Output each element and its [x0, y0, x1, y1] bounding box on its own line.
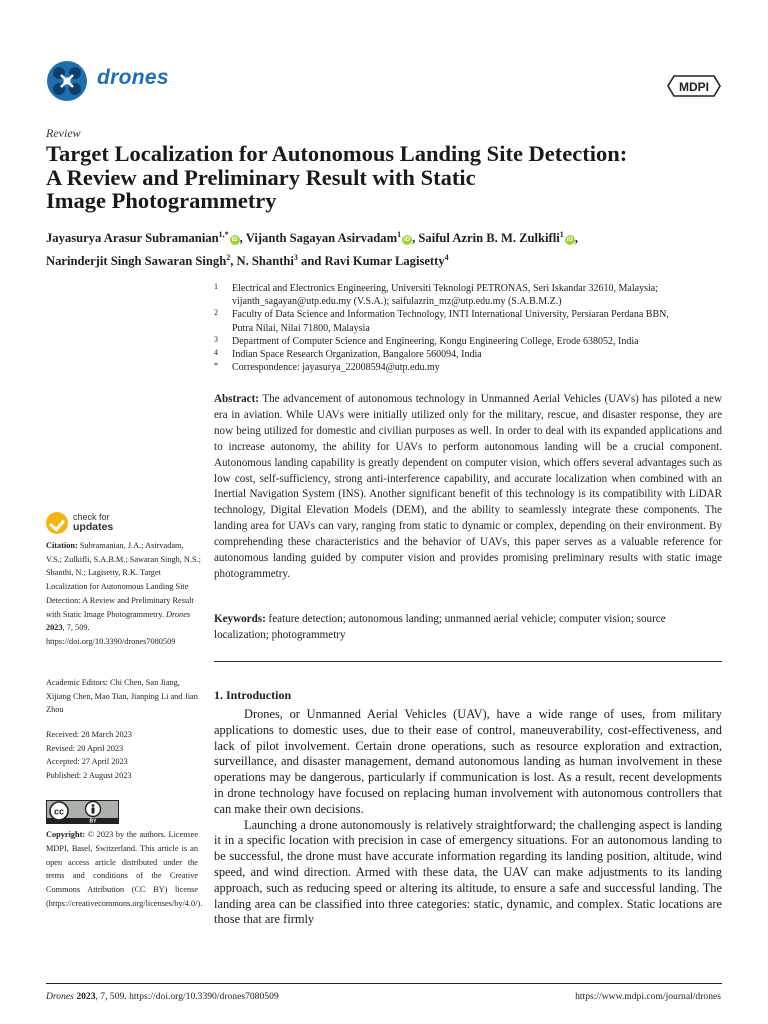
affiliation-line: vijanth_sagayan@utp.edu.my (V.S.A.); saifulazrin_mz@utp.edu.my (S.A.B.M.Z.) [232, 296, 562, 308]
article-dates [46, 728, 201, 783]
copyright-text: © 2023 by the authors. Licensee MDPI, Basel, Switzerland. This article is an open access article distributed under the terms and conditions of the Creative Commons Attribution (CC BY) license (https://creativecommons.org/licenses/by/4.0/). [46, 830, 203, 908]
author-name: Ravi Kumar Lagisetty [324, 254, 445, 269]
cc-by-license-icon[interactable] [46, 800, 119, 824]
correspondence-line[interactable]: Correspondence: jayasurya_22008594@utp.edu.my [232, 362, 440, 374]
check-icon [46, 512, 68, 534]
orcid-icon[interactable]: iD [231, 237, 238, 244]
author-affiliation-mark: 1 [397, 230, 402, 239]
mdpi-logo-text: MDPI [679, 80, 709, 94]
author-affiliation-mark: 3 [293, 253, 298, 263]
author-affiliation-mark: 1,* [218, 230, 229, 239]
paragraph: Launching a drone autonomously is relatively straightforward; the challenging aspect is landing it in a specific location with precision in case of emergency situations. For an autonomous landing to be successful, the drone must have accurate information regarding its landing position, altitude, wind speed, and wind direction. Armed with these data, the UAV can make adjustments to its landing approach, such as reducing speed or altering its altitude, to ensure a safe and successful landing. The landing area can be classified into three categories: static, dynamic, and complex. Static locations are those that are firmly [214, 817, 722, 927]
affiliation-item [214, 361, 724, 374]
footer-journal-url[interactable]: https://www.mdpi.com/journal/drones [575, 991, 721, 1002]
footer-divider [46, 983, 722, 984]
citation-label: Citation: [46, 541, 78, 550]
keywords [214, 612, 722, 644]
journal-name[interactable]: drones [97, 66, 169, 89]
affiliation-mark: * [214, 361, 218, 371]
academic-editors: Academic Editors: Chi Chen, San Jiang, Xijiang Chen, Mao Tian, Jianping Li and Jian Zhou [46, 678, 198, 715]
copyright-notice [46, 828, 203, 911]
author-name: N. Shanthi [236, 254, 294, 269]
affiliation-item [214, 308, 724, 334]
affiliation-item [214, 282, 724, 308]
author-affiliation-mark: 1 [559, 230, 564, 239]
footer-citation [46, 991, 279, 1002]
title-line: Image Photogrammetry [46, 188, 277, 213]
footer-year: 2023 [76, 991, 96, 1002]
keywords-text: feature detection; autonomous landing; unmanned aerial vehicle; computer vision; source localization; photogrammetry [214, 613, 666, 641]
abstract-label: Abstract: [214, 393, 259, 405]
introduction-body [214, 707, 722, 928]
author-name: Vijanth Sagayan Asirvadam [245, 231, 398, 246]
author-name: Narinderjit Singh Sawaran Singh [46, 254, 227, 269]
author-name: Jayasurya Arasur Subramanian [46, 231, 219, 246]
orcid-icon[interactable]: iD [404, 237, 411, 244]
section-divider [214, 661, 722, 662]
affiliation-line: Electrical and Electronics Engineering, Universiti Teknologi PETRONAS, Seri Iskandar 32610, Malaysia; [232, 283, 658, 294]
affiliation-item [214, 335, 724, 348]
check-for-updates-button[interactable] [46, 512, 176, 538]
citation-block [46, 539, 201, 649]
article-title [46, 142, 726, 213]
author-affiliation-mark: 4 [444, 253, 449, 263]
drones-journal-logo [46, 60, 88, 102]
citation-journal: Drones [165, 609, 191, 619]
title-line: Target Localization for Autonomous Landing Site Detection: [46, 141, 628, 166]
affiliation-list [214, 282, 724, 374]
affiliation-line: Indian Space Research Organization, Bangalore 560094, India [232, 349, 482, 361]
article-type: Review [46, 126, 81, 140]
author-separator: , [230, 254, 237, 269]
accepted-date: Accepted: 27 April 2023 [46, 757, 128, 767]
author-separator: , [239, 231, 246, 246]
check-updates-line: updates [73, 521, 114, 533]
footer-journal: Drones [46, 991, 74, 1002]
author-separator: , [574, 231, 578, 246]
author-list [46, 225, 726, 271]
author-affiliation-mark: 2 [226, 253, 231, 263]
revised-date: Revised: 20 April 2023 [46, 743, 124, 753]
check-updates-label [73, 513, 113, 533]
affiliation-line: Faculty of Data Science and Information Technology, INTI International University, Persiaran Perdana BBN, [232, 309, 669, 321]
author-separator: , [412, 231, 419, 246]
footer-doi[interactable]: , 7, 509. https://doi.org/10.3390/drones7080509 [95, 991, 279, 1002]
affiliation-item [214, 348, 724, 361]
keywords-label: Keywords: [214, 613, 266, 625]
affiliation-line: Department of Computer Science and Engineering, Kongu Engineering College, Erode 638052, India [232, 335, 639, 347]
orcid-icon[interactable]: iD [566, 237, 573, 244]
citation-year: 2023 [46, 623, 63, 633]
mdpi-logo [666, 72, 722, 100]
citation-doi[interactable]: , 7, 509. https://doi.org/10.3390/drones7080509 [46, 623, 176, 646]
author-name: Saiful Azrin B. M. Zulkifli [418, 231, 560, 246]
author-separator: and [297, 254, 325, 269]
check-updates-line: check for [73, 512, 110, 522]
paragraph: Drones, or Unmanned Aerial Vehicles (UAV), have a wide range of uses, from military applications to domestic uses, due to their ease of control, maneuverability, cost-effectiveness, and lack of pilot involvement. Certain drone operations, such as resource exploration and extraction, surveillance, and disaster management, demand autonomous landing as human involvement in these operations may be dangerous, particularly if communication is lost. As a result, recent developments in drone technology have focused on replacing human involvement with autonomous controllers that can make their own decisions. [214, 707, 722, 816]
section-heading: 1. Introduction [214, 688, 292, 702]
copyright-label: Copyright: [46, 830, 86, 839]
published-date: Published: 2 August 2023 [46, 771, 132, 781]
affiliation-line: Putra Nilai, Nilai 71800, Malaysia [232, 322, 370, 334]
abstract [214, 392, 722, 583]
affiliation-mark: 3 [214, 334, 218, 344]
svg-text:cc: cc [53, 806, 65, 817]
affiliation-mark: 4 [214, 348, 218, 358]
affiliation-mark: 2 [214, 308, 218, 318]
title-line: A Review and Preliminary Result with Static [46, 164, 476, 190]
abstract-text: The advancement of autonomous technology in Unmanned Aerial Vehicles (UAVs) has piloted a new era in aviation. While UAVs were initially utilized only for the military, rescue, and disaster response, they are now being utilized for domestic and civilian purposes as well. In order to deal with its expanded applications and to increase autonomy, the ability for UAVs to perform autonomous landing will be a crucial component. Autonomous landing capability is greatly dependent on computer vision, which offers several advantages such as low cost, self-sufficiency, strong anti-interference capability, and accurate localization when combined with an Inertial Navigation System (INS). Another significant benefit of this technology is its compatibility with LiDAR technology, Digital Elevation Models (DEM), and the ability to seamlessly integrate these components. The landing area for UAVs can vary, ranging from static to dynamic or complex, depending on their environment. By comprehending these characteristics and the behavior of UAVs, this paper serves as a valuable reference for autonomous landing guided by computer vision and provides promising preliminary results with static image photogrammetry. [214, 393, 722, 580]
affiliation-mark: 1 [214, 282, 218, 291]
cc-by-text: BY [89, 818, 97, 824]
received-date: Received: 28 March 2023 [46, 730, 132, 739]
citation-text: Subramanian, J.A.; Asirvadam, V.S.; Zulkifli, S.A.B.M.; Sawaran Singh, N.S.; Shanthi, N.; Lagisetty, R.K. Target Localization for Autonomous Landing Site Detection: A Review and Preliminary Result with Static Image Photogrammetry. [46, 541, 201, 619]
